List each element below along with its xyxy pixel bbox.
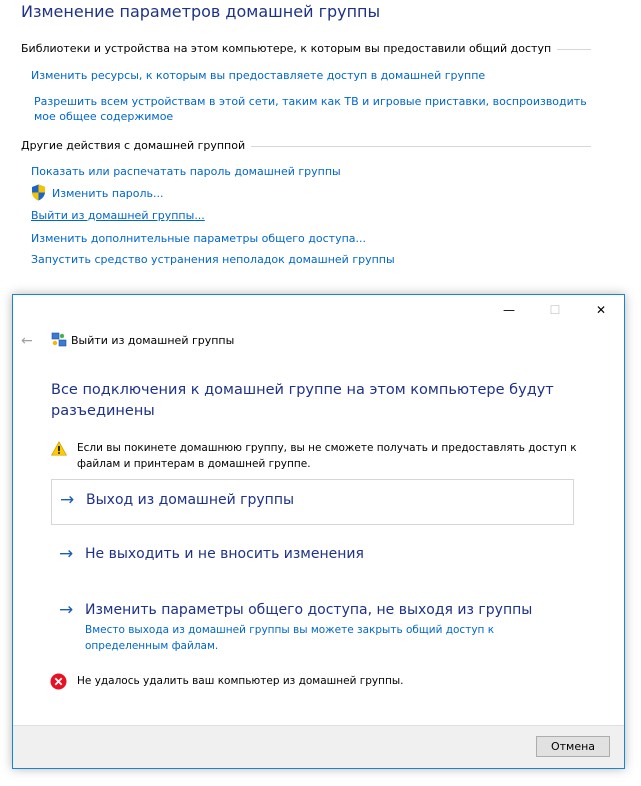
command-label: Не выходить и не вносить изменения [85, 546, 364, 562]
section-header-label: Другие действия с домашней группой [21, 139, 246, 152]
main-instruction: Все подключения к домашней группе на этом компьютере будут разъединены [51, 382, 554, 419]
link-show-password[interactable]: Показать или распечатать пароль домашней группы [31, 165, 341, 178]
arrow-right-icon: → [60, 490, 75, 510]
link-change-shared-resources[interactable]: Изменить ресурсы, к которым вы предоставляете доступ в домашней группе [31, 69, 486, 82]
link-leave-homegroup[interactable]: Выйти из домашней группы... [31, 209, 205, 222]
minimize-button[interactable]: — [503, 303, 515, 317]
command-label: Выход из домашней группы [86, 492, 295, 508]
back-arrow-icon[interactable]: ← [21, 333, 33, 349]
section-header-libraries [21, 42, 591, 55]
section-divider [557, 49, 591, 50]
link-troubleshooter[interactable]: Запустить средство устранения неполадок домашней группы [31, 253, 395, 266]
command-leave-homegroup[interactable] [51, 479, 574, 525]
window-controls [486, 295, 624, 325]
error-icon [50, 673, 67, 690]
error-text: Не удалось удалить ваш компьютер из домашней группы. [77, 675, 404, 687]
link-allow-media-devices[interactable]: Разрешить всем устройствам в этой сети, таким как ТВ и игровые приставки, воспроизводить мое общее содержимое [34, 95, 587, 123]
cancel-button[interactable]: Отмена [536, 736, 610, 757]
section-header-label: Библиотеки и устройства на этом компьютере, к которым вы предоставили общий доступ [21, 42, 552, 55]
page-title: Изменение параметров домашней группы [21, 2, 381, 21]
section-divider [251, 146, 591, 147]
warning-text: Если вы покинете домашнюю группу, вы не сможете получать и предоставлять доступ к файлам и принтерам в домашней группе. [77, 442, 577, 470]
homegroup-icon [51, 332, 67, 348]
leave-homegroup-dialog [12, 294, 625, 769]
command-description: Вместо выхода из домашней группы вы можете закрыть общий доступ к определенным файлам. [85, 624, 495, 652]
arrow-right-icon: → [59, 544, 74, 564]
link-change-password[interactable]: Изменить пароль... [52, 187, 164, 200]
uac-shield-icon [31, 184, 46, 201]
command-change-sharing[interactable] [51, 591, 574, 655]
command-label: Изменить параметры общего доступа, не выходя из группы [85, 602, 533, 618]
section-header-other-actions [21, 139, 591, 152]
close-button[interactable]: ✕ [595, 303, 607, 317]
warning-icon [51, 441, 67, 456]
maximize-button: ☐ [549, 303, 561, 317]
command-do-not-leave[interactable] [51, 535, 574, 579]
dialog-title: Выйти из домашней группы [71, 334, 235, 347]
link-advanced-sharing[interactable]: Изменить дополнительные параметры общего доступа... [31, 232, 366, 245]
arrow-right-icon: → [59, 600, 74, 620]
dialog-footer [13, 725, 624, 768]
